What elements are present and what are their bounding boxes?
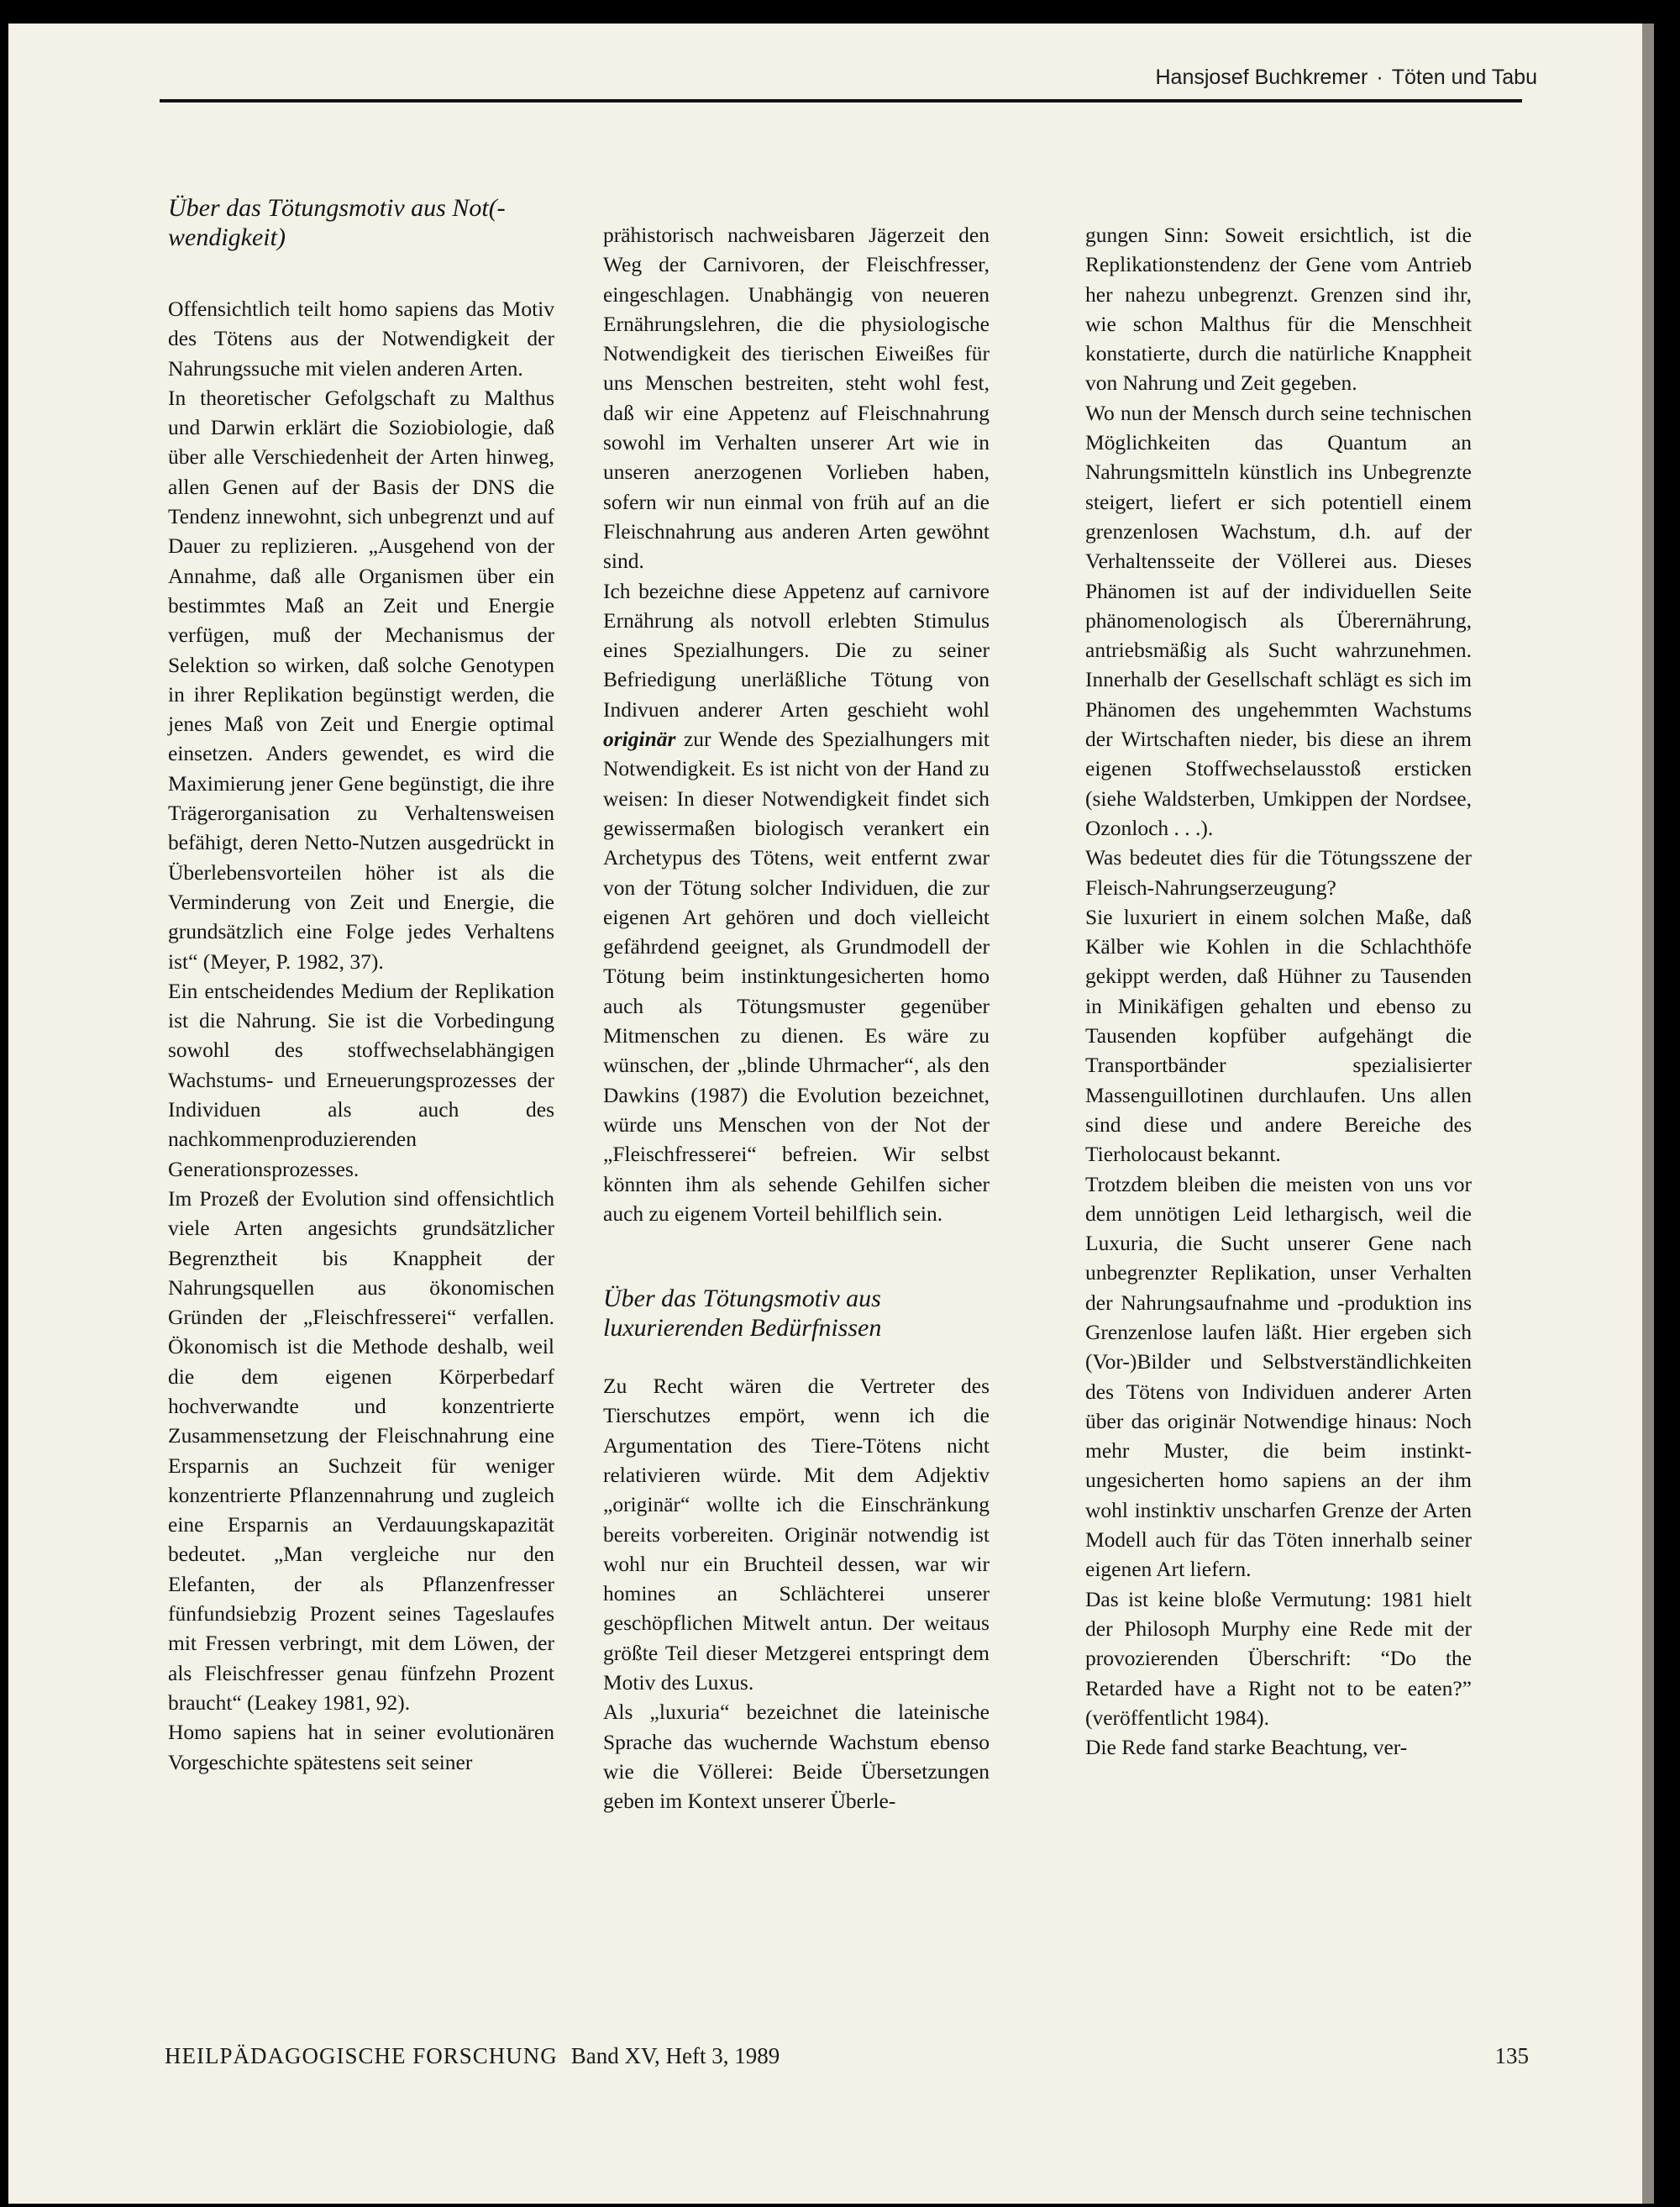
column-2: [603, 220, 990, 1816]
paragraph-text: zur Wende des Spezialhungers mit Notwendigkeit. Es ist nicht von der Hand zu weisen: In dieser Notwendigkeit findet sich gewissermaßen biologisch verankert ein Archetypus des Tötens, weit entfernt zwar von der Tötung solcher Individuen, die zur eigenen Art gehören und doch vielleicht gefährdend geeignet, als Grundmodell der Tötung beim instinktungesicherten homo auch als Tötungsmuster gegenüber Mitmenschen zu dienen. Es wäre zu wünschen, der „blinde Uhrmacher“, als den Dawkins (1987) die Evolution bezeichnet, würde uns Menschen von der Not der „Fleischfresserei“ befreien. Wir selbst könnten ihm als sehende Gehilfen sicher auch zu eigenem Vorteil behilflich sein.: [603, 727, 990, 1226]
column-1: [168, 193, 554, 1777]
header-rule: [160, 99, 1522, 102]
paragraph: Homo sapiens hat in seiner evolutionären Vorgeschichte spätestens seit seiner: [168, 1720, 554, 1774]
paragraph: Trotzdem bleiben die meisten von uns vor dem unnötigen Leid lethargisch, weil die Luxuria, die Sucht unserer Gene nach unbegrenzter Replikation, unser Verhalten der Nahrungsaufnahme und -produktion ins Grenzenlose laufen läßt. Hier ergeben sich (Vor-)Bilder und Selbstverständlichkeiten des Tötens von Individuen anderer Arten über das originär Notwendige hinaus: Noch mehr Muster, die beim instinkt-ungesicherten homo sapiens an der ihm wohl instinktiv unscharfen Grenze der Arten Modell auch für das Töten innerhalb seiner eigenen Art liefern.: [1085, 1171, 1472, 1582]
paragraph: Als „luxuria“ bezeichnet die lateinische Sprache das wuchernde Wachstum ebenso wie die Völlerei: Beide Übersetzungen geben im Kontext unserer Überle-: [603, 1700, 990, 1814]
paragraph: Offensichtlich teilt homo sapiens das Motiv des Tötens aus der Notwendigkeit der Nahrungssuche mit vielen anderen Arten.: [168, 297, 554, 381]
journal-issue: Band XV, Heft 3, 1989: [570, 2043, 780, 2068]
running-head-separator: ·: [1376, 66, 1383, 89]
paragraph: In theoretischer Gefolgschaft zu Malthus und Darwin erklärt die Soziobiologie, daß über alle Verschiedenheit der Arten hinweg, allen Genen auf der Basis der DNS die Tendenz innewohnt, sich unbegrenzt und auf Dauer zu replizieren. „Ausgehend von der Annahme, daß alle Organismen über ein bestimmtes Maß an Zeit und Energie verfügen, muß der Mechanismus der Selektion so wirken, daß solche Genotypen in ihrer Replikation begünstigt werden, die jenes Maß von Zeit und Energie optimal einsetzen. Anders gewendet, es wird die Maximierung jener Gene begünstigt, die ihre Trägerorganisation zu Verhaltensweisen befähigt, deren Netto-Nutzen ausgedrückt in Überlebensvorteilen höher ist als die Verminderung von Zeit und Energie, die grundsätzlich eine Folge jedes Verhaltens ist“ (Meyer, P. 1982, 37).: [168, 385, 554, 974]
section-heading-2: Über das Tötungsmotiv aus luxurierenden Bedürfnissen: [603, 1285, 882, 1343]
page-edge: [1642, 24, 1654, 2204]
footer: [165, 2043, 1529, 2069]
paragraph: Zu Recht wären die Vertreter des Tierschutzes empört, wenn ich die Argumentation des Tiere-Tötens nicht relativieren würde. Mit dem Adjektiv „originär“ wollte ich die Einschränkung bereits vorbereiten. Originär notwendig ist wohl nur ein Bruchteil dessen, war wir homines an Schlächterei unserer geschöpflichen Mitwelt antun. Der weitaus größte Teil dieser Metzgerei entspringt dem Motiv des Luxus.: [603, 1374, 990, 1695]
paragraph: Sie luxuriert in einem solchen Maße, daß Kälber wie Kohlen in die Schlachthöfe gekippt werden, daß Hühner zu Tausenden in Minikäfigen gehalten und ebenso zu Tausenden kopfüber aufgehängt die Transportbänder spezialisierter Massenguillotinen durchlaufen. Uns allen sind diese und andere Bereiche des Tierholocaust bekannt.: [1085, 904, 1472, 1167]
section-heading-1: Über das Tötungsmotiv aus Not(-wendigkeit): [168, 194, 506, 251]
paragraph-text: Ich bezeichne diese Appetenz auf carnivore Ernährung als notvoll erlebten Stimulus eines Spezialhungers. Die zu seiner Befriedigung unerläßliche Tötung von Indivuen anderer Arten geschieht wohl: [603, 578, 990, 722]
paragraph-with-emphasis: [603, 576, 990, 1229]
paragraph: Ein entscheidendes Medium der Replikation ist die Nahrung. Sie ist die Vorbedingung sowohl des stoffwechselabhängigen Wachstums- und Erneuerungsprozesses der Individuen als auch des nachkommenproduzierenden Generationsprozesses.: [168, 978, 554, 1181]
running-head: [1155, 66, 1537, 90]
paragraph: Das ist keine bloße Vermutung: 1981 hielt der Philosoph Murphy eine Rede mit der provozierenden Überschrift: “Do the Retarded have a Right not to be eaten?” (veröffentlicht 1984).: [1085, 1586, 1472, 1730]
journal-name: HEILPÄDAGOGISCHE FORSCHUNG: [165, 2043, 558, 2068]
emphasis-originaer: originär: [603, 727, 676, 752]
page-number: 135: [1494, 2043, 1529, 2068]
running-head-title: Töten und Tabu: [1391, 66, 1537, 89]
column-3: [1085, 220, 1472, 1762]
running-head-author: Hansjosef Buchkremer: [1155, 66, 1368, 89]
paragraph: Was bedeutet dies für die Tötungsszene der Fleisch-Nahrungserzeugung?: [1085, 845, 1472, 900]
paragraph: Die Rede fand starke Beachtung, ver-: [1085, 1735, 1408, 1760]
paragraph: Im Prozeß der Evolution sind offensichtlich viele Arten angesichts grundsätzlicher Begrenztheit bis Knappheit der Nahrungsquellen aus ökonomischen Gründen der „Fleischfresserei“ verfallen. Ökonomisch ist die Methode deshalb, weil die dem eigenen Körperbedarf hochverwandte und konzentrierte Zusammensetzung der Fleischnahrung eine Ersparnis an Suchzeit für weniger konzentrierte Pflanzennahrung und zugleich eine Ersparnis an Verdauungskapazität bedeutet. „Man vergleiche nur den Elefanten, der als Pflanzenfresser fünfundsiebzig Prozent seines Tageslaufes mit Fressen verbringt, mit dem Löwen, der als Fleischfresser genau fünfzehn Prozent braucht“ (Leakey 1981, 92).: [168, 1185, 554, 1715]
paragraph: Wo nun der Mensch durch seine technischen Möglichkeiten das Quantum an Nahrungsmitteln künstlich ins Unbegrenzte steigert, liefert er sich potentiell einem grenzenlosen Wachstum, d.h. auf der Verhaltensseite der Völlerei aus. Dieses Phänomen ist auf der individuellen Seite phänomenologisch als Überernährung, antriebsmäßig als Sucht wahrzunehmen. Innerhalb der Gesellschaft schlägt es sich im Phänomen des ungehemmten Wachstums der Wirtschaften nieder, bis diese an ihrem eigenen Stoffwechselausstoß ersticken (siehe Waldsterben, Umkippen der Nordsee, Ozonloch . . .).: [1085, 400, 1472, 840]
paragraph: gungen Sinn: Soweit ersichtlich, ist die Replikationstendenz der Gene vom Antrieb her nahezu unbegrenzt. Grenzen sind ihr, wie schon Malthus für die Menschheit konstatierte, durch die natürliche Knappheit von Nahrung und Zeit gegeben.: [1085, 223, 1472, 396]
paragraph: prähistorisch nachweisbaren Jägerzeit den Weg der Carnivoren, der Fleischfresser, eingeschlagen. Unabhängig von neueren Ernährungslehren, die die physiologische Notwendigkeit des tierischen Eiweißes für uns Menschen bestreiten, steht wohl fest, daß wir eine Appetenz auf Fleischnahrung sowohl im Verhalten unserer Art wie in unseren anerzogenen Vorlieben haben, sofern wir nun einmal von früh auf an die Fleischnahrung aus anderen Arten gewöhnt sind.: [603, 223, 990, 574]
